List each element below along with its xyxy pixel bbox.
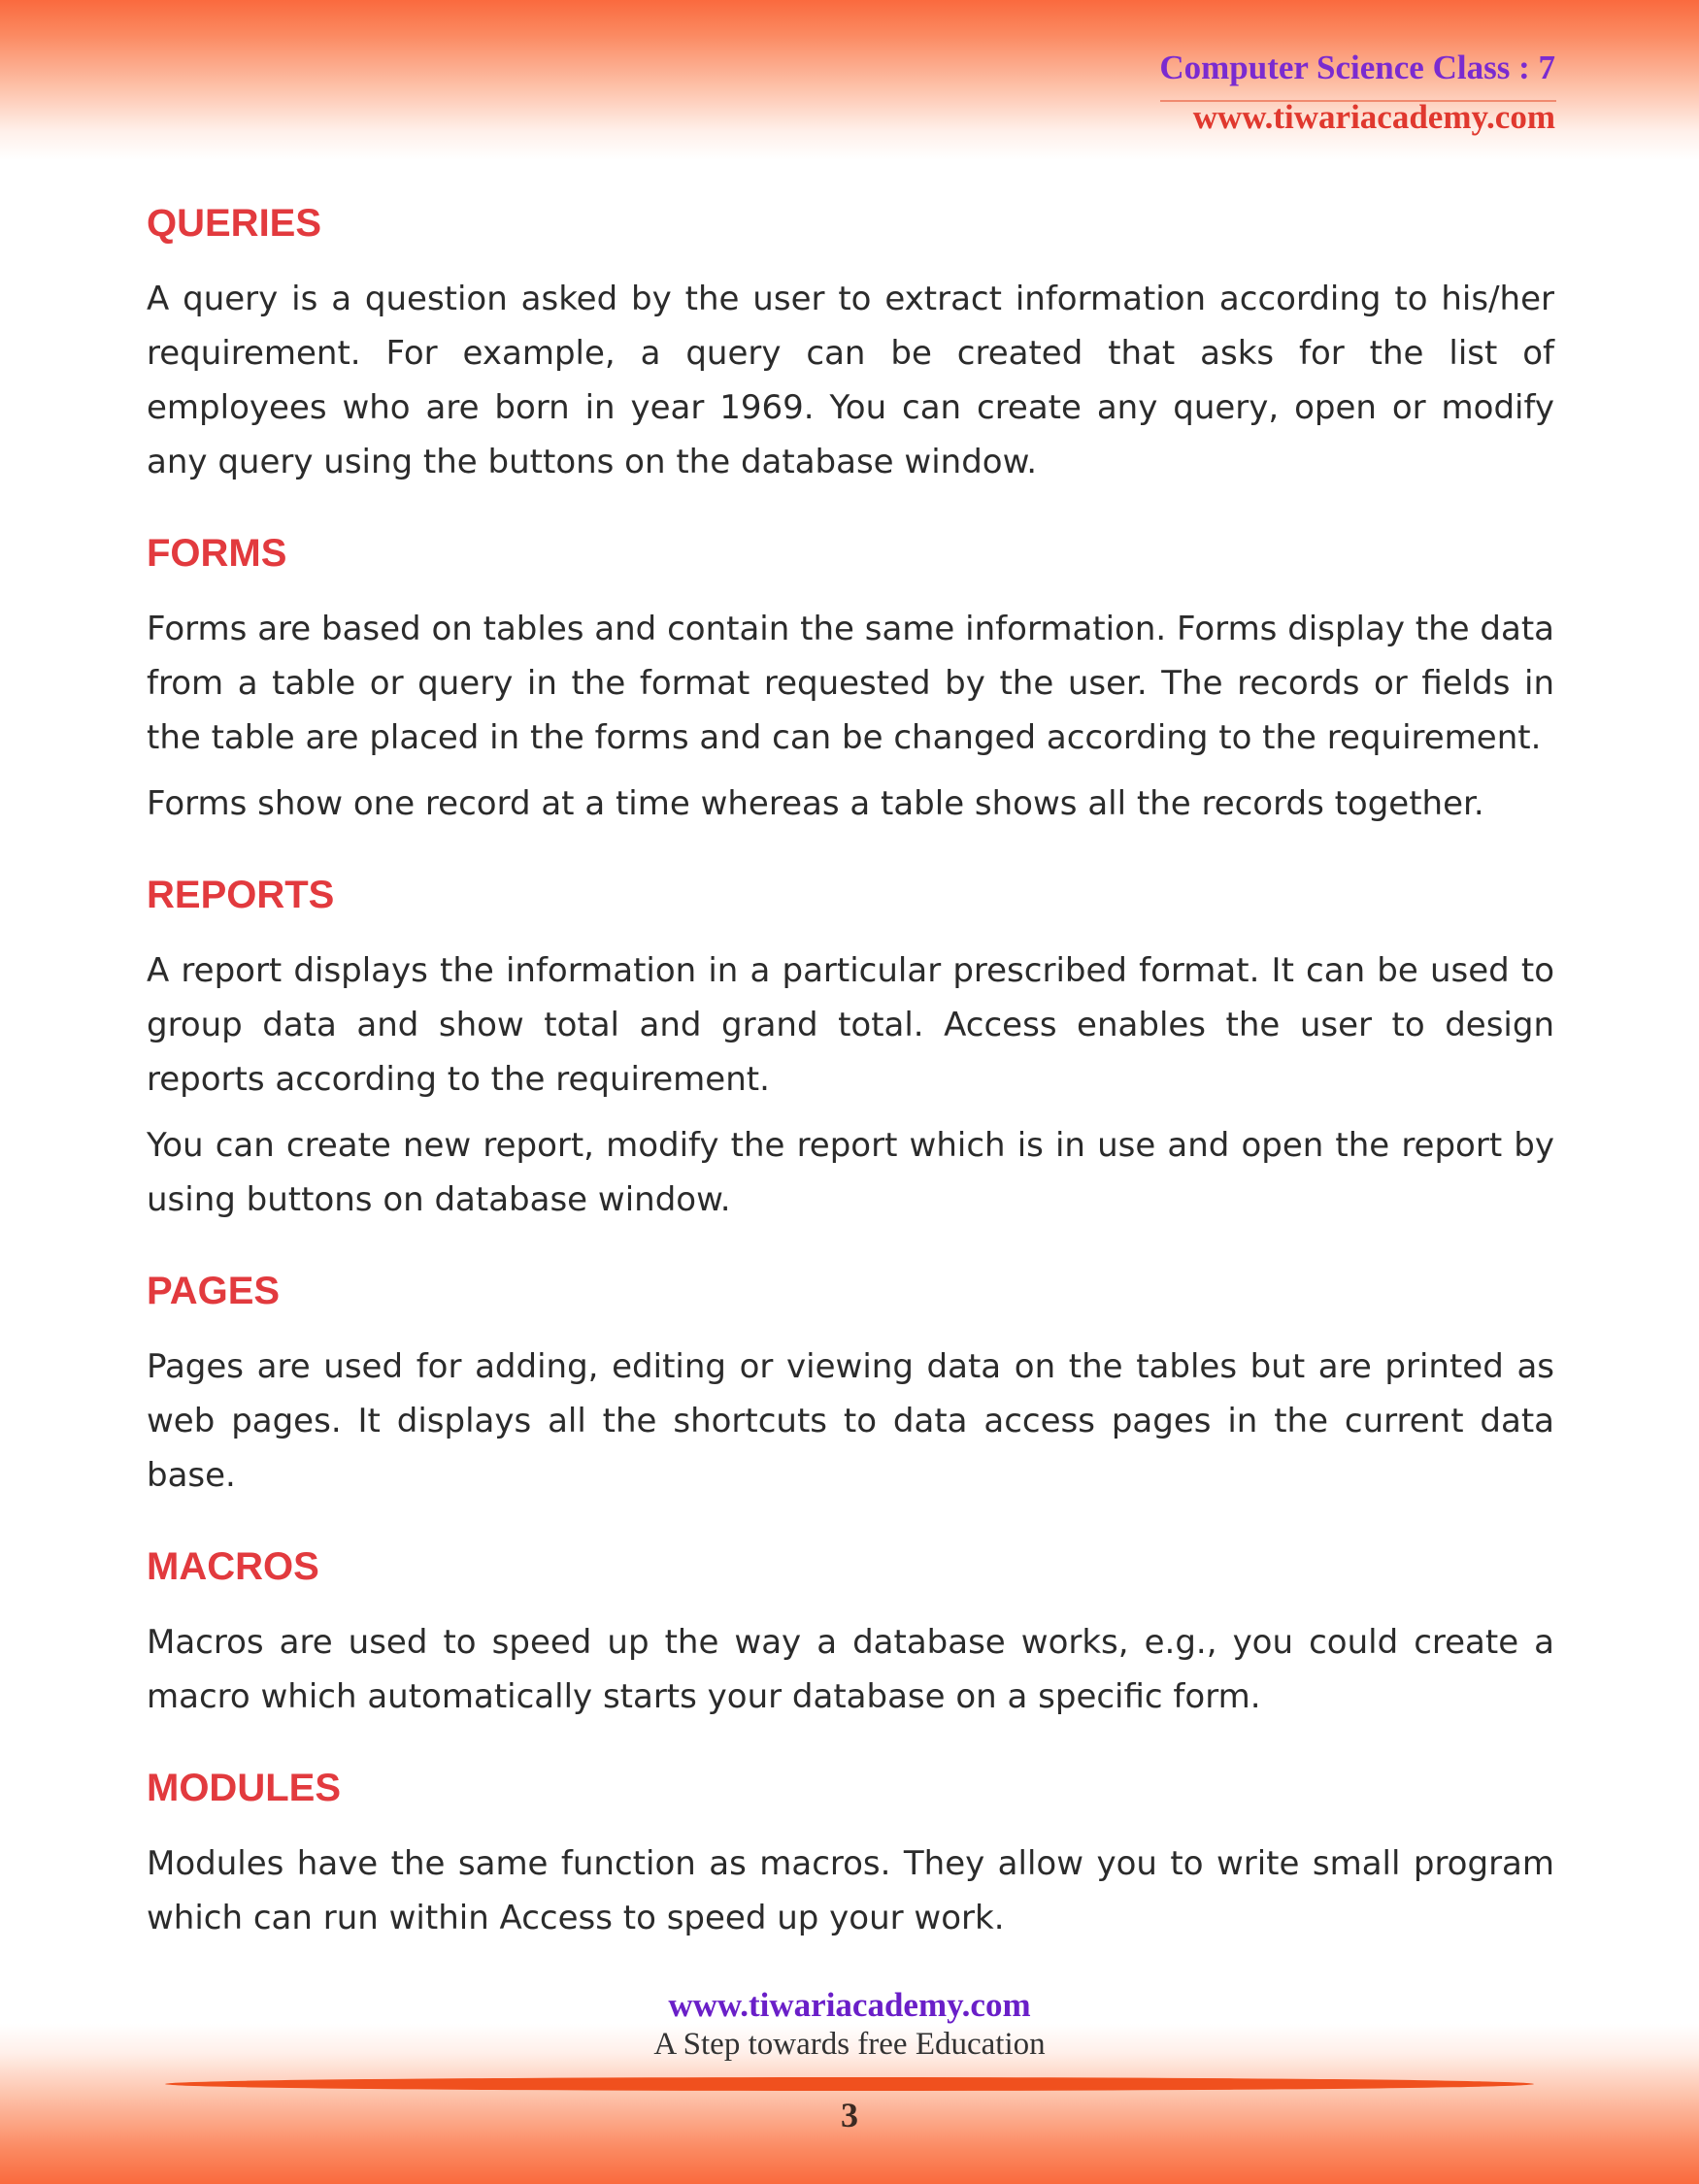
section-heading: MACROS [147, 1545, 319, 1588]
header-title: Computer Science Class : 7 [1159, 49, 1555, 86]
section-heading: QUERIES [147, 202, 322, 245]
section-paragraph: A report displays the information in a particular prescribed format. It can be used to group data and show total and grand total. Access enables the user to design reports according to the requirement. [147, 951, 1554, 1099]
section-paragraph: Forms show one record at a time whereas a table shows all the records together. [147, 784, 1484, 823]
footer-tagline: A Step towards free Education [653, 2027, 1046, 2062]
page-number: 3 [841, 2096, 858, 2134]
footer-divider [165, 2077, 1534, 2091]
section-paragraph: Forms are based on tables and contain the same information. Forms display the data from a table or query in the format requested by the user. The records or fields in the table are placed in the forms and can be changed according to the requirement. [147, 610, 1554, 757]
section-paragraph: Pages are used for adding, editing or viewing data on the tables but are printed as web pages. It displays all the shortcuts to data access pages in the current data base. [147, 1347, 1554, 1495]
section-macros [147, 1539, 1554, 1724]
section-heading: MODULES [147, 1767, 341, 1809]
section-pages [147, 1264, 1554, 1503]
section-forms [147, 526, 1554, 831]
section-paragraph: Modules have the same function as macros. They allow you to write small program which can run within Access to speed up your work. [147, 1844, 1554, 1937]
section-heading: REPORTS [147, 874, 335, 916]
page-content [147, 196, 1554, 1982]
footer-url: www.tiwariacademy.com [668, 1986, 1031, 2024]
section-paragraph: You can create new report, modify the report which is in use and open the report by using buttons on database window. [147, 1126, 1554, 1219]
section-reports [147, 868, 1554, 1227]
section-heading: PAGES [147, 1270, 281, 1312]
section-heading: FORMS [147, 532, 287, 575]
section-queries [147, 196, 1554, 489]
section-paragraph: Macros are used to speed up the way a database works, e.g., you could create a macro which automatically starts your database on a specific form. [147, 1623, 1554, 1716]
header-url: www.tiwariacademy.com [1192, 98, 1555, 136]
section-modules [147, 1761, 1554, 1945]
section-paragraph: A query is a question asked by the user to extract information according to his/her requirement. For example, a query can be created that asks for the list of employees who are born in year 1969. You can create any query, open or modify any query using the buttons on the database window. [147, 280, 1554, 481]
